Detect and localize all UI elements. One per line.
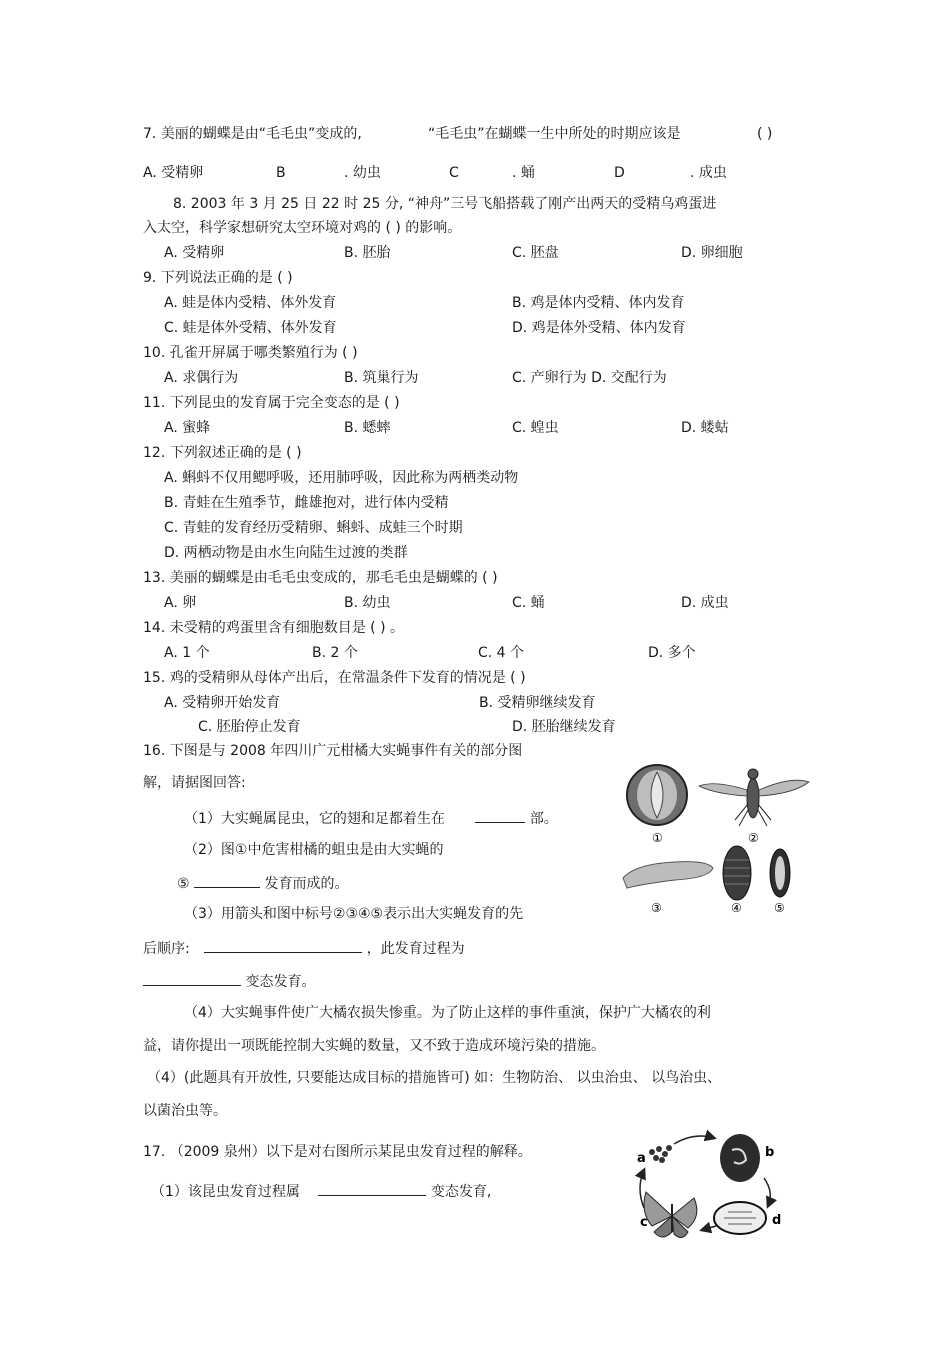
q15-option-a: A. 受精卵开始发育: [164, 695, 281, 711]
q7-answer-paren: ( ): [757, 126, 773, 142]
q16-part2-circled-5: ⑤: [177, 876, 190, 892]
fig17-label-c: c: [640, 1215, 648, 1230]
q10-option-c-d: C. 产卵行为 D. 交配行为: [512, 370, 667, 386]
q7-option-d-letter: D: [614, 165, 625, 181]
q16-answer-line1: （4）(此题具有开放性, 只要能达成目标的措施皆可) 如：生物防治、 以虫治虫、 以鸟治虫、: [147, 1070, 722, 1086]
q9-option-a: A. 蛙是体内受精、体外发育: [164, 295, 337, 311]
q11-option-d: D. 蝼蛄: [681, 420, 729, 436]
cycle-arrow-b-d-icon: [764, 1178, 770, 1206]
cycle-arrow-d-c-icon: [702, 1226, 716, 1230]
q11-option-a: A. 蜜蜂: [164, 420, 211, 436]
q17-part1-text: [151, 1181, 491, 1201]
q12-option-a: A. 蝌蚪不仅用鳃呼吸，还用肺呼吸，因此称为两栖类动物: [164, 470, 519, 486]
q11-option-b: B. 蟋蟀: [344, 420, 391, 436]
egg-icon: [770, 849, 790, 897]
fig17-label-a: a: [637, 1151, 646, 1166]
q16-stem-line1: 16. 下图是与 2008 年四川广元柑橘大实蝇事件有关的部分图: [143, 743, 523, 759]
q12-option-b: B. 青蛙在生殖季节，雌雄抱对，进行体内受精: [164, 495, 449, 511]
q8-option-b: B. 胚胎: [344, 245, 391, 261]
q8-stem-line2: 入太空，科学家想研究太空环境对鸡的 ( ) 的影响。: [143, 220, 462, 236]
q16-part3-text: （3）用箭头和图中标号②③④⑤表示出大实蝇发育的先: [184, 906, 524, 922]
q12-option-c: C. 青蛙的发育经历受精卵、蝌蚪、成蛙三个时期: [164, 520, 463, 536]
pupa-icon: [723, 846, 751, 900]
q12-option-d: D. 两栖动物是由水生向陆生过渡的类群: [164, 545, 408, 561]
q13-option-b: B. 幼虫: [344, 595, 391, 611]
q10-stem: 10. 孔雀开屏属于哪类繁殖行为 ( ): [143, 345, 358, 361]
q13-option-c: C. 蛹: [512, 595, 545, 611]
q13-stem: 13. 美丽的蝴蝶是由毛毛虫变成的，那毛毛虫是蝴蝶的 ( ): [143, 570, 498, 586]
q16-part3-lead: 后顺序:: [143, 941, 190, 957]
q16-part4-line2: 益，请你提出一项既能控制大实蝇的数量，又不致于造成环境污染的措施。: [143, 1038, 605, 1054]
q7-option-c-text: . 蛹: [512, 165, 535, 181]
q16-part4-text: （4）大实蝇事件使广大橘农损失惨重。为了防止这样的事件重演，保护广大橘农的利: [184, 1005, 711, 1021]
q16-part2-tail: 发育而成的。: [264, 876, 349, 892]
q16-part3-order-blank[interactable]: [204, 938, 362, 953]
larva-icon: [623, 862, 713, 888]
q16-figure: [615, 760, 815, 920]
q17-life-cycle-figure: [632, 1128, 792, 1248]
q7-option-a: A. 受精卵: [143, 165, 204, 181]
q13-option-a: A. 卵: [164, 595, 197, 611]
q16-part3-tail: 变态发育。: [245, 974, 316, 990]
caterpillar-icon: [720, 1134, 760, 1182]
q16-part2-line2: [177, 873, 348, 893]
q7-stem-part2: “毛毛虫”在蝴蝶一生中所处的时期应该是: [428, 126, 681, 142]
q9-option-c: C. 蛙是体外受精、体外发育: [164, 320, 337, 336]
cycle-arrow-a-b-icon: [674, 1136, 714, 1144]
q16-part3-middle: ，此发育过程为: [366, 941, 465, 957]
q7-stem-part1: 7. 美丽的蝴蝶是由“毛毛虫”变成的,: [143, 126, 362, 142]
q16-answer-line2: 以菌治虫等。: [143, 1103, 227, 1119]
eggs-icon: [649, 1145, 672, 1163]
q16-part2-blank[interactable]: [194, 873, 260, 888]
fig16-label-2: ②: [748, 831, 759, 845]
q8-option-a: A. 受精卵: [164, 245, 225, 261]
fruit-fly-icon: [699, 769, 809, 826]
cycle-arrow-c-a-icon: [640, 1170, 644, 1208]
q16-part3-line3: [143, 971, 315, 991]
fig17-label-b: b: [765, 1145, 775, 1160]
q11-option-c: C. 蝗虫: [512, 420, 559, 436]
orange-section-icon: [627, 765, 687, 825]
q14-option-b: B. 2 个: [312, 645, 358, 661]
q9-option-d: D. 鸡是体外受精、体内发育: [512, 320, 686, 336]
q10-option-a: A. 求偶行为: [164, 370, 239, 386]
q8-option-d: D. 卵细胞: [681, 245, 743, 261]
q14-option-c: C. 4 个: [478, 645, 525, 661]
q15-option-d: D. 胚胎继续发育: [512, 719, 616, 735]
q9-stem: 9. 下列说法正确的是 ( ): [143, 270, 293, 286]
q8-option-c: C. 胚盘: [512, 245, 559, 261]
q7-option-b-letter: B: [276, 165, 286, 181]
q17-stem: 17. （2009 泉州）以下是对右图所示某昆虫发育过程的解释。: [143, 1144, 532, 1160]
q7-option-c-letter: C: [449, 165, 459, 181]
q16-part1-text: [184, 808, 558, 828]
q12-stem: 12. 下列叙述正确的是 ( ): [143, 445, 302, 461]
q17-part1-blank[interactable]: [318, 1181, 426, 1196]
q17-part1-lead: （1）该昆虫发育过程属: [151, 1184, 300, 1200]
q10-option-b: B. 筑巢行为: [344, 370, 419, 386]
fig17-label-d: d: [772, 1213, 782, 1228]
fig16-label-5: ⑤: [774, 901, 785, 915]
q9-option-b: B. 鸡是体内受精、体内发育: [512, 295, 685, 311]
q15-option-c: C. 胚胎停止发育: [198, 719, 301, 735]
q14-stem: 14. 未受精的鸡蛋里含有细胞数目是 ( ) 。: [143, 620, 404, 636]
fig16-label-3: ③: [651, 901, 662, 915]
fig16-label-4: ④: [731, 901, 742, 915]
q14-option-d: D. 多个: [648, 645, 696, 661]
q7-option-b-text: . 幼虫: [344, 165, 381, 181]
q17-part1-tail: 变态发育,: [430, 1184, 492, 1200]
q13-option-d: D. 成虫: [681, 595, 729, 611]
q15-option-b: B. 受精卵继续发育: [479, 695, 596, 711]
q16-stem-line2: 解，请据图回答:: [143, 775, 246, 791]
q11-stem: 11. 下列昆虫的发育属于完全变态的是 ( ): [143, 395, 400, 411]
q7-option-d-text: . 成虫: [690, 165, 727, 181]
q16-part1-tail: 部。: [529, 811, 558, 827]
q16-part3-type-blank[interactable]: [143, 971, 241, 986]
q15-stem: 15. 鸡的受精卵从母体产出后，在常温条件下发育的情况是 ( ): [143, 670, 526, 686]
cocoon-icon: [714, 1202, 766, 1234]
q8-stem-line1: 8. 2003 年 3 月 25 日 22 时 25 分, “神舟”三号飞船搭载了刚产出两天的受精乌鸡蛋进: [173, 196, 717, 212]
moth-icon: [644, 1192, 697, 1238]
q16-part1-lead: （1）大实蝇属昆虫，它的翅和足都着生在: [184, 811, 445, 827]
q14-option-a: A. 1 个: [164, 645, 210, 661]
q16-part2-text: （2）图①中危害柑橘的蛆虫是由大实蝇的: [184, 842, 444, 858]
q16-part1-blank[interactable]: [475, 808, 525, 823]
q16-part3-line2: [143, 938, 465, 958]
fig16-label-1: ①: [652, 831, 663, 845]
